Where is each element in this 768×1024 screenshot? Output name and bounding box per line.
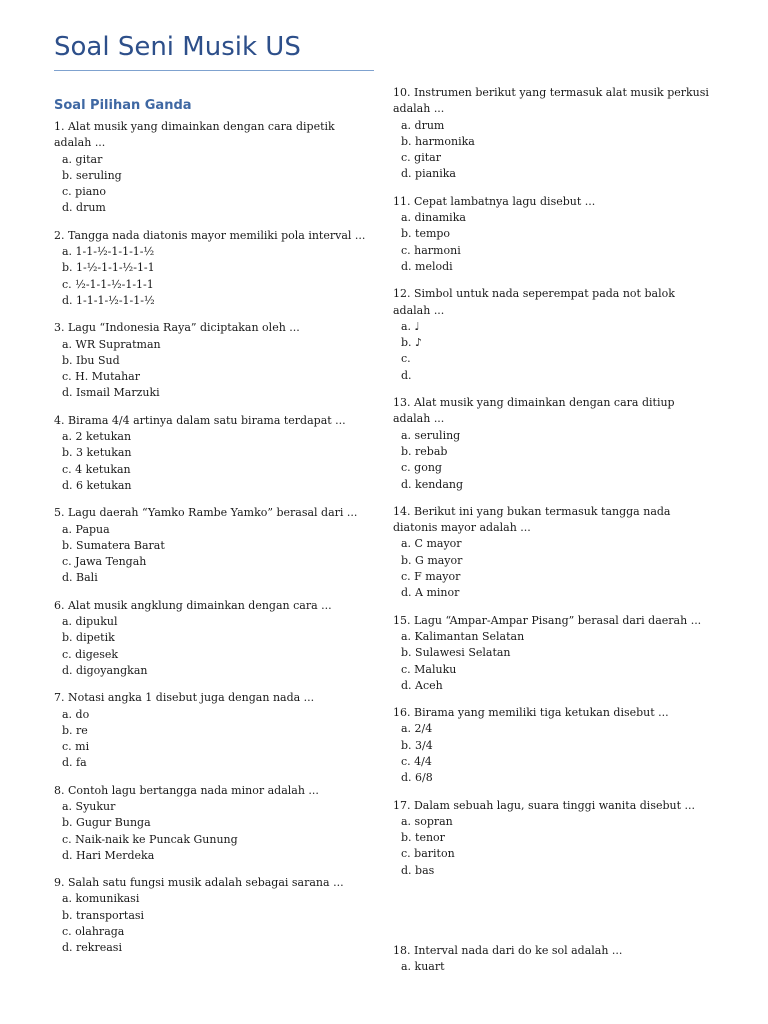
option-c: c. Maluku — [401, 662, 457, 676]
option-b: b. dipetik — [62, 631, 115, 645]
option-d: d. 1-1-1-½-1-1-½ — [62, 293, 155, 307]
option-a: a. 1-1-½-1-1-1-½ — [62, 245, 155, 259]
option-b: b. Gugur Bunga — [62, 816, 151, 830]
options-list — [393, 721, 713, 786]
option-a: a. Syukur — [62, 799, 116, 813]
question-13 — [393, 395, 713, 493]
option-a: a. komunikasi — [62, 892, 140, 906]
option-c: c. Jawa Tengah — [62, 555, 147, 569]
option-a: a. 2 ketukan — [62, 430, 132, 444]
question-6 — [54, 598, 374, 679]
options-list — [54, 707, 374, 772]
option-b: b. Ibu Sud — [62, 353, 120, 367]
right-column — [393, 85, 713, 987]
option-a: a. dipukul — [62, 615, 118, 629]
question-text: 15. Lagu “Ampar-Ampar Pisang” berasal dari daerah ... — [393, 613, 702, 627]
option-a: a. Papua — [62, 522, 110, 536]
option-a: a. WR Supratman — [62, 337, 161, 351]
option-d: d. melodi — [401, 259, 453, 273]
option-d: d. Ismail Marzuki — [62, 386, 160, 400]
option-d: d. 6/8 — [401, 771, 433, 785]
question-text: 10. Instrumen berikut yang termasuk alat musik perkusi adalah ... — [393, 86, 709, 116]
options-list — [393, 118, 713, 183]
question-1 — [54, 119, 374, 217]
options-list — [393, 319, 713, 384]
options-list — [393, 959, 713, 975]
options-list — [54, 337, 374, 402]
question-12 — [393, 286, 713, 384]
option-d: d. Bali — [62, 571, 98, 585]
title-underline — [54, 70, 374, 71]
option-d: d. 6 ketukan — [62, 478, 132, 492]
option-d: d. pianika — [401, 167, 456, 181]
option-a: a. seruling — [401, 428, 461, 442]
question-text: 1. Alat musik yang dimainkan dengan cara dipetik adalah ... — [54, 120, 335, 150]
question-text: 11. Cepat lambatnya lagu disebut ... — [393, 194, 596, 208]
option-b: b. rebab — [401, 444, 448, 458]
question-text: 3. Lagu “Indonesia Raya” diciptakan oleh ... — [54, 321, 300, 335]
option-a: a. C mayor — [401, 537, 462, 551]
option-c: c. — [401, 352, 411, 366]
question-text: 6. Alat musik angklung dimainkan dengan cara ... — [54, 598, 332, 612]
question-4 — [54, 413, 374, 494]
question-text: 7. Notasi angka 1 disebut juga dengan nada ... — [54, 691, 315, 705]
option-d: d. drum — [62, 201, 106, 215]
option-b: b. Sumatera Barat — [62, 538, 165, 552]
option-c: c. 4 ketukan — [62, 462, 131, 476]
option-c: c. F mayor — [401, 570, 461, 584]
options-list — [54, 614, 374, 679]
option-c: c. mi — [62, 740, 90, 754]
option-c: c. 4/4 — [401, 754, 432, 768]
option-d: d. digoyangkan — [62, 663, 148, 677]
option-c: c. gong — [401, 461, 442, 475]
options-list — [54, 429, 374, 494]
option-b: b. tempo — [401, 227, 451, 241]
option-d: d. bas — [401, 863, 435, 877]
option-c: c. olahraga — [62, 925, 125, 939]
options-list — [54, 799, 374, 864]
page-title: Soal Seni Musik US — [54, 32, 301, 62]
question-10 — [393, 85, 713, 183]
question-11 — [393, 194, 713, 275]
options-list — [393, 629, 713, 694]
option-d: d. Aceh — [401, 678, 443, 692]
question-2 — [54, 228, 374, 309]
option-a: a. ♩ — [401, 319, 420, 333]
question-17 — [393, 798, 713, 879]
option-a: a. Kalimantan Selatan — [401, 629, 525, 643]
option-d: d. Hari Merdeka — [62, 848, 155, 862]
question-text: 4. Birama 4/4 artinya dalam satu birama terdapat ... — [54, 413, 346, 427]
question-text: 14. Berikut ini yang bukan termasuk tangga nada diatonis mayor adalah ... — [393, 504, 671, 535]
option-b: b. tenor — [401, 831, 445, 845]
option-d: d. — [401, 368, 412, 382]
section-heading: Soal Pilihan Ganda — [54, 98, 192, 113]
question-text: 12. Simbol untuk nada seperempat pada not balok adalah ... — [393, 287, 675, 317]
option-a: a. dinamika — [401, 211, 466, 225]
option-b: b. ♪ — [401, 336, 423, 350]
question-text: 18. Interval nada dari do ke sol adalah ... — [393, 944, 623, 958]
option-b: b. Sulawesi Selatan — [401, 646, 511, 660]
question-text: 9. Salah satu fungsi musik adalah sebagai sarana ... — [54, 876, 344, 890]
options-list — [393, 814, 713, 879]
option-b: b. transportasi — [62, 908, 145, 922]
question-18 — [393, 943, 713, 976]
option-a: a. kuart — [401, 960, 445, 974]
option-a: a. do — [62, 707, 90, 721]
left-column — [54, 119, 374, 968]
question-8 — [54, 783, 374, 864]
question-14 — [393, 504, 713, 602]
option-d: d. A minor — [401, 586, 460, 600]
option-c: c. bariton — [401, 847, 455, 861]
option-d: d. fa — [62, 756, 87, 770]
option-c: c. gitar — [401, 151, 441, 165]
options-list — [54, 891, 374, 956]
question-text: 2. Tangga nada diatonis mayor memiliki pola interval ... — [54, 228, 366, 242]
option-c: c. harmoni — [401, 243, 461, 257]
options-list — [393, 210, 713, 275]
question-7 — [54, 690, 374, 771]
option-d: d. rekreasi — [62, 941, 122, 955]
question-15 — [393, 613, 713, 694]
option-a: a. sopran — [401, 814, 453, 828]
option-b: b. harmonika — [401, 134, 475, 148]
option-c: c. Naik-naik ke Puncak Gunung — [62, 832, 238, 846]
option-b: b. 3/4 — [401, 738, 433, 752]
options-list — [393, 536, 713, 601]
question-text: 17. Dalam sebuah lagu, suara tinggi wanita disebut ... — [393, 798, 696, 812]
question-text: 13. Alat musik yang dimainkan dengan cara ditiup adalah ... — [393, 396, 675, 426]
option-c: c. digesek — [62, 647, 119, 661]
option-a: a. 2/4 — [401, 722, 433, 736]
option-b: b. re — [62, 723, 88, 737]
option-c: c. H. Mutahar — [62, 370, 140, 384]
option-b: b. G mayor — [401, 553, 463, 567]
question-text: 8. Contoh lagu bertangga nada minor adalah ... — [54, 783, 319, 797]
option-c: c. ½-1-1-½-1-1-1 — [62, 277, 154, 291]
question-text: 5. Lagu daerah “Yamko Rambe Yamko” berasal dari ... — [54, 506, 358, 520]
options-list — [54, 244, 374, 309]
option-c: c. piano — [62, 185, 106, 199]
question-text: 16. Birama yang memiliki tiga ketukan disebut ... — [393, 706, 669, 720]
option-b: b. seruling — [62, 168, 122, 182]
question-9 — [54, 875, 374, 956]
question-3 — [54, 320, 374, 401]
question-16 — [393, 705, 713, 786]
question-5 — [54, 505, 374, 586]
option-b: b. 1-½-1-1-½-1-1 — [62, 261, 155, 275]
option-b: b. 3 ketukan — [62, 446, 132, 460]
option-a: a. gitar — [62, 152, 103, 166]
options-list — [54, 522, 374, 587]
options-list — [393, 428, 713, 493]
option-a: a. drum — [401, 118, 445, 132]
option-d: d. kendang — [401, 477, 464, 491]
options-list — [54, 152, 374, 217]
